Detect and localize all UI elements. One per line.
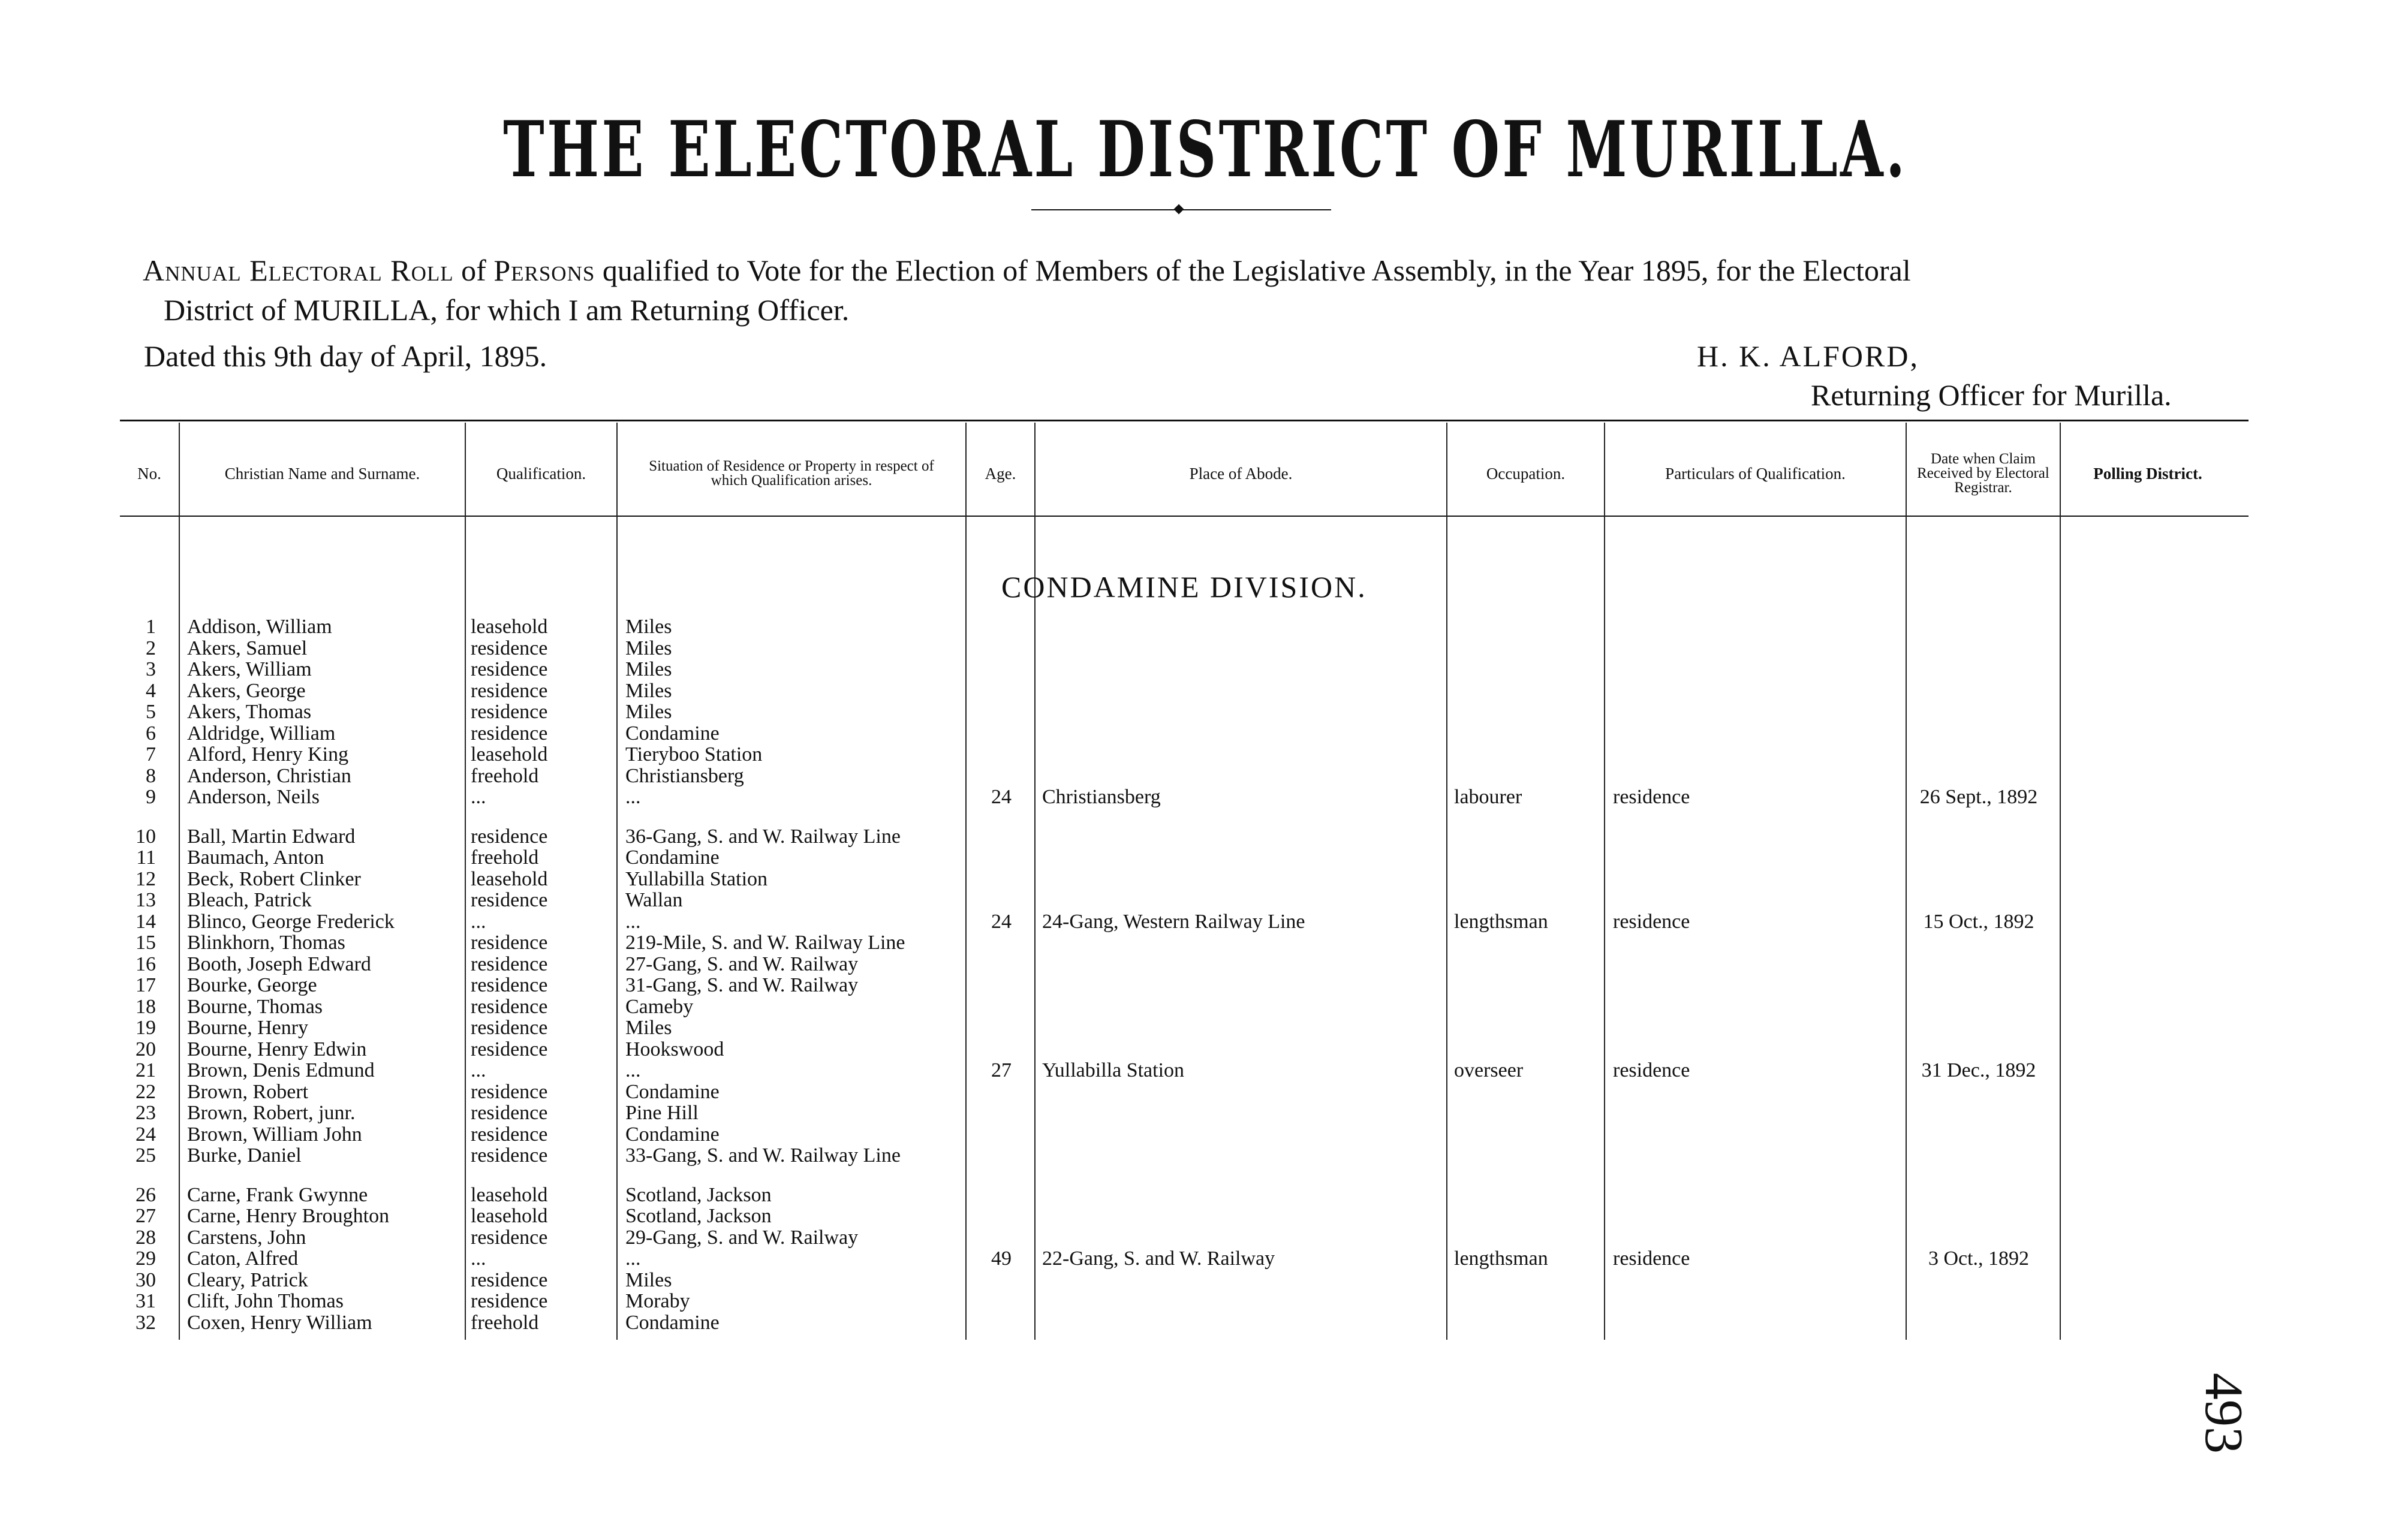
cell-no: 9	[146, 786, 156, 808]
cell-no: 30	[136, 1268, 156, 1291]
cell-no: 4	[146, 679, 156, 702]
cell-qual: residence	[471, 1038, 548, 1060]
cell-abode: 24-Gang, Western Railway Line	[1042, 910, 1305, 933]
cell-name: Alford, Henry King	[187, 743, 349, 765]
division-heading: CONDAMINE DIVISION.	[1001, 570, 1367, 604]
cell-qual: ...	[471, 1247, 486, 1270]
cell-qual: residence	[471, 658, 548, 680]
page-number: 493	[2194, 1373, 2253, 1454]
cell-sit: Miles	[625, 701, 672, 723]
header-situation: Situation of Residence or Property in respect of which Qualification arises.	[649, 458, 934, 489]
table-row	[0, 659, 2408, 680]
cell-sit: Condamine	[625, 1123, 720, 1146]
cell-name: Bourne, Thomas	[187, 995, 323, 1018]
cell-part: residence	[1613, 786, 1690, 808]
table-row	[0, 1205, 2408, 1227]
cell-qual: leasehold	[471, 1183, 548, 1206]
cell-sit: Miles	[625, 637, 672, 659]
cell-qual: freehold	[471, 846, 539, 869]
cell-age: 24	[991, 786, 1012, 808]
table-row	[0, 616, 2408, 638]
cell-no: 29	[136, 1247, 156, 1270]
cell-no: 7	[146, 743, 156, 765]
cell-qual: residence	[471, 1123, 548, 1146]
header-name: Christian Name and Surname.	[224, 465, 420, 483]
cell-sit: Tieryboo Station	[625, 743, 763, 765]
cell-name: Blinco, George Frederick	[187, 910, 395, 933]
cell-qual: ...	[471, 910, 486, 933]
cell-no: 14	[136, 910, 156, 933]
table-row	[0, 744, 2408, 765]
cell-no: 6	[146, 722, 156, 745]
cell-qual: residence	[471, 1144, 548, 1167]
cell-name: Addison, William	[187, 616, 332, 638]
cell-qual: residence	[471, 1102, 548, 1124]
cell-name: Anderson, Christian	[187, 764, 351, 787]
table-row	[0, 1039, 2408, 1060]
cell-sit: 31-Gang, S. and W. Railway	[625, 974, 859, 996]
cell-qual: residence	[471, 995, 548, 1018]
cell-name: Beck, Robert Clinker	[187, 867, 361, 890]
cell-sit: Hookswood	[625, 1038, 724, 1060]
table-row	[0, 1145, 2408, 1167]
cell-sit: Scotland, Jackson	[625, 1205, 772, 1227]
diamond-ornament-icon	[1174, 204, 1184, 215]
table-top-rule	[120, 420, 2249, 421]
cell-no: 11	[136, 846, 156, 869]
table-row	[0, 847, 2408, 869]
cell-sit: ...	[625, 1059, 641, 1081]
cell-qual: leasehold	[471, 743, 548, 765]
cell-name: Akers, Samuel	[187, 637, 308, 659]
header-qualification: Qualification.	[496, 465, 586, 483]
cell-name: Clift, John Thomas	[187, 1290, 344, 1312]
cell-no: 31	[136, 1290, 156, 1312]
cell-part: residence	[1613, 1247, 1690, 1270]
cell-name: Caton, Alfred	[187, 1247, 299, 1270]
table-row	[0, 1270, 2408, 1291]
cell-no: 2	[146, 637, 156, 659]
cell-sit: Condamine	[625, 722, 720, 745]
table-row	[0, 975, 2408, 996]
cell-sit: Condamine	[625, 846, 720, 869]
cell-age: 24	[991, 910, 1012, 933]
intro-of: of	[453, 254, 494, 287]
cell-sit: Miles	[625, 1017, 672, 1039]
cell-no: 5	[146, 701, 156, 723]
cell-name: Akers, George	[187, 679, 306, 702]
cell-no: 18	[136, 995, 156, 1018]
header-occupation: Occupation.	[1486, 465, 1566, 483]
table-row	[0, 1248, 2408, 1270]
cell-date: 15 Oct., 1892	[1923, 910, 2034, 933]
cell-qual: leasehold	[471, 616, 548, 638]
cell-sit: 219-Mile, S. and W. Railway Line	[625, 932, 905, 954]
table-row	[0, 1185, 2408, 1206]
cell-occ: lengthsman	[1454, 910, 1548, 933]
cell-no: 20	[136, 1038, 156, 1060]
page-title: THE ELECTORAL DISTRICT OF MURILLA.	[503, 105, 1908, 195]
table-row	[0, 680, 2408, 702]
table-row	[0, 723, 2408, 745]
cell-qual: residence	[471, 1017, 548, 1039]
cell-sit: Miles	[625, 679, 672, 702]
cell-qual: residence	[471, 637, 548, 659]
cell-name: Cleary, Patrick	[187, 1268, 308, 1291]
cell-name: Carstens, John	[187, 1226, 306, 1249]
intro-rest: qualified to Vote for the Election of Members of the Legislative Assembly, in the Year 1895, for the Electoral	[595, 254, 1911, 287]
cell-qual: freehold	[471, 1311, 539, 1334]
cell-no: 12	[136, 867, 156, 890]
table-row	[0, 1124, 2408, 1146]
cell-no: 28	[136, 1226, 156, 1249]
cell-qual: residence	[471, 679, 548, 702]
cell-qual: residence	[471, 889, 548, 911]
cell-sit: Condamine	[625, 1311, 720, 1334]
cell-qual: residence	[471, 1080, 548, 1103]
intro-line-1	[143, 251, 2253, 290]
cell-no: 16	[136, 953, 156, 975]
cell-name: Carne, Henry Broughton	[187, 1205, 390, 1227]
cell-sit: 29-Gang, S. and W. Railway	[625, 1226, 859, 1249]
cell-no: 17	[136, 974, 156, 996]
officer-name: H. K. ALFORD,	[1697, 339, 1919, 373]
cell-qual: residence	[471, 1290, 548, 1312]
cell-sit: Condamine	[625, 1080, 720, 1103]
cell-name: Akers, William	[187, 658, 312, 680]
cell-sit: Miles	[625, 658, 672, 680]
cell-abode: 22-Gang, S. and W. Railway	[1042, 1247, 1275, 1270]
cell-sit: ...	[625, 1247, 641, 1270]
cell-name: Bleach, Patrick	[187, 889, 312, 911]
table-row	[0, 1081, 2408, 1103]
intro-line-2: District of MURILLA, for which I am Returning Officer.	[164, 293, 850, 327]
cell-name: Brown, Robert, junr.	[187, 1102, 356, 1124]
cell-no: 25	[136, 1144, 156, 1167]
cell-name: Brown, Robert	[187, 1080, 309, 1103]
table-row	[0, 826, 2408, 848]
table-row	[0, 1017, 2408, 1039]
cell-age: 27	[991, 1059, 1012, 1081]
cell-qual: leasehold	[471, 867, 548, 890]
cell-date: 26 Sept., 1892	[1919, 786, 2038, 808]
cell-name: Coxen, Henry William	[187, 1311, 372, 1334]
cell-name: Bourne, Henry	[187, 1017, 309, 1039]
cell-date: 31 Dec., 1892	[1921, 1059, 2036, 1081]
cell-no: 26	[136, 1183, 156, 1206]
cell-sit: 33-Gang, S. and W. Railway Line	[625, 1144, 901, 1167]
cell-sit: Christiansberg	[625, 764, 744, 787]
cell-qual: residence	[471, 722, 548, 745]
cell-qual: leasehold	[471, 1205, 548, 1227]
title-ornament	[1031, 204, 1331, 216]
cell-name: Booth, Joseph Edward	[187, 953, 371, 975]
cell-no: 15	[136, 932, 156, 954]
cell-name: Burke, Daniel	[187, 1144, 302, 1167]
cell-name: Blinkhorn, Thomas	[187, 932, 345, 954]
table-row	[0, 1312, 2408, 1334]
table-row	[0, 954, 2408, 975]
header-no: No.	[137, 465, 161, 483]
cell-sit: Yullabilla Station	[625, 867, 768, 890]
cell-qual: residence	[471, 1226, 548, 1249]
cell-qual: residence	[471, 701, 548, 723]
cell-name: Carne, Frank Gwynne	[187, 1183, 368, 1206]
cell-occ: overseer	[1454, 1059, 1524, 1081]
table-row	[0, 1227, 2408, 1249]
cell-qual: residence	[471, 1268, 548, 1291]
table-row	[0, 1102, 2408, 1124]
cell-no: 32	[136, 1311, 156, 1334]
cell-name: Akers, Thomas	[187, 701, 312, 723]
cell-no: 10	[136, 825, 156, 848]
cell-name: Bourne, Henry Edwin	[187, 1038, 367, 1060]
table-row	[0, 701, 2408, 723]
cell-sit: ...	[625, 786, 641, 808]
dated-line: Dated this 9th day of April, 1895.	[144, 339, 547, 373]
cell-abode: Christiansberg	[1042, 786, 1161, 808]
cell-name: Bourke, George	[187, 974, 317, 996]
cell-sit: Miles	[625, 616, 672, 638]
cell-name: Anderson, Neils	[187, 786, 320, 808]
cell-no: 24	[136, 1123, 156, 1146]
header-age: Age.	[985, 465, 1016, 483]
cell-sit: 36-Gang, S. and W. Railway Line	[625, 825, 901, 848]
cell-part: residence	[1613, 910, 1690, 933]
cell-qual: ...	[471, 786, 486, 808]
cell-no: 19	[136, 1017, 156, 1039]
table-row	[0, 890, 2408, 911]
cell-name: Brown, William John	[187, 1123, 362, 1146]
table-row	[0, 765, 2408, 787]
cell-sit: Wallan	[625, 889, 683, 911]
cell-sit: Pine Hill	[625, 1102, 699, 1124]
cell-name: Ball, Martin Edward	[187, 825, 356, 848]
cell-qual: residence	[471, 932, 548, 954]
cell-sit: Miles	[625, 1268, 672, 1291]
officer-title: Returning Officer for Murilla.	[1811, 378, 2172, 412]
table-row	[0, 638, 2408, 659]
cell-name: Brown, Denis Edmund	[187, 1059, 375, 1081]
cell-sit: ...	[625, 910, 641, 933]
cell-abode: Yullabilla Station	[1042, 1059, 1185, 1081]
cell-name: Baumach, Anton	[187, 846, 324, 869]
cell-age: 49	[991, 1247, 1012, 1270]
table-row	[0, 911, 2408, 933]
cell-no: 22	[136, 1080, 156, 1103]
table-row	[0, 932, 2408, 954]
cell-qual: freehold	[471, 764, 539, 787]
cell-sit: Moraby	[625, 1290, 690, 1312]
header-abode: Place of Abode.	[1189, 465, 1293, 483]
cell-occ: lengthsman	[1454, 1247, 1548, 1270]
cell-no: 8	[146, 764, 156, 787]
cell-no: 1	[146, 616, 156, 638]
cell-no: 27	[136, 1205, 156, 1227]
intro-smallcaps-a: Annual Electoral Roll	[143, 254, 454, 287]
table-row	[0, 1291, 2408, 1312]
cell-no: 21	[136, 1059, 156, 1081]
intro-smallcaps-b: Persons	[493, 254, 595, 287]
cell-qual: residence	[471, 953, 548, 975]
header-polling: Polling District.	[2093, 465, 2202, 483]
table-row	[0, 1060, 2408, 1081]
header-date: Date when Claim Received by Electoral Registrar.	[1917, 451, 2049, 496]
cell-no: 3	[146, 658, 156, 680]
cell-date: 3 Oct., 1892	[1928, 1247, 2030, 1270]
cell-name: Aldridge, William	[187, 722, 336, 745]
table-row	[0, 869, 2408, 890]
cell-sit: 27-Gang, S. and W. Railway	[625, 953, 859, 975]
table-row	[0, 996, 2408, 1018]
cell-sit: Cameby	[625, 995, 694, 1018]
cell-sit: Scotland, Jackson	[625, 1183, 772, 1206]
intro-paragraph	[143, 251, 2253, 330]
cell-occ: labourer	[1454, 786, 1522, 808]
table-row	[0, 786, 2408, 808]
cell-qual: residence	[471, 825, 548, 848]
cell-qual: ...	[471, 1059, 486, 1081]
cell-no: 13	[136, 889, 156, 911]
cell-qual: residence	[471, 974, 548, 996]
header-particulars: Particulars of Qualification.	[1665, 465, 1846, 483]
cell-no: 23	[136, 1102, 156, 1124]
cell-part: residence	[1613, 1059, 1690, 1081]
